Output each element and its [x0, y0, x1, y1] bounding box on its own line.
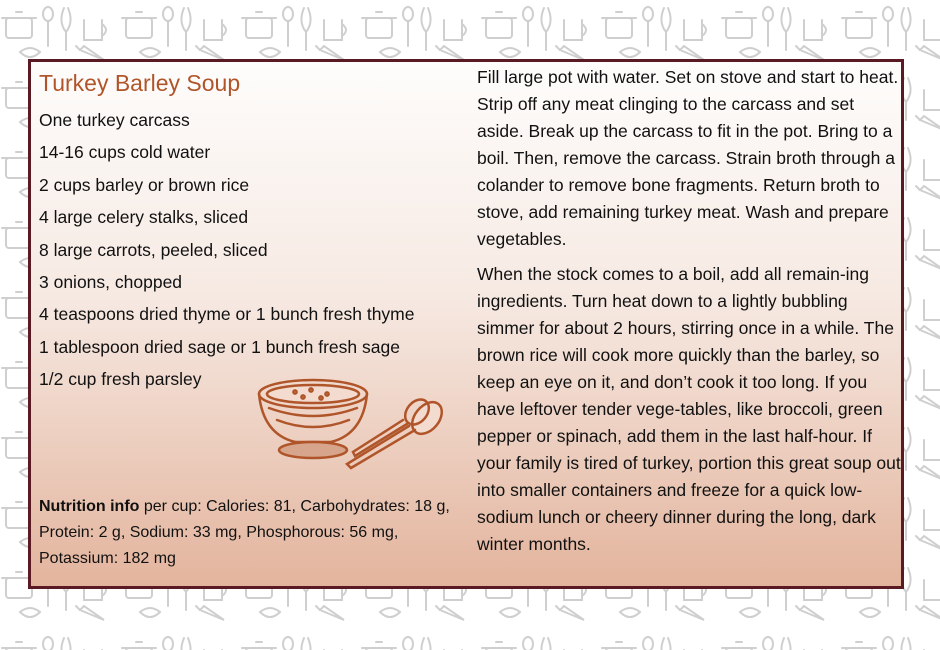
nutrition-info — [39, 494, 479, 572]
ingredient-item: 2 cups barley or brown rice — [39, 174, 250, 195]
direction-paragraph: Fill large pot with water. Set on stove and start to heat. Strip off any meat clinging to the carcass and set aside. Break up the carcass to fit in the pot. Bring to a boil. Then, remove the carcass. Strain broth through a colander to remove bone fragments. Return broth to stove, add remaining turkey meat. Wash and prepare vegetables. — [477, 67, 899, 249]
nutrition-text: per cup: Calories: 81, Carbohydrates: 18 g, Protein: 2 g, Sodium: 33 mg, Phosphorous: 56 mg, Potassium: 182 mg — [39, 498, 450, 567]
ingredient-item: 4 large celery stalks, sliced — [39, 207, 249, 228]
ingredient-item: 1/2 cup fresh parsley — [39, 369, 202, 390]
ingredient-item: 4 teaspoons dried thyme or 1 bunch fresh thyme — [39, 304, 415, 325]
nutrition-label: Nutrition info — [39, 498, 140, 515]
recipe-title: Turkey Barley Soup — [39, 70, 241, 96]
ingredient-item: 14-16 cups cold water — [39, 142, 211, 163]
direction-paragraph: When the stock comes to a boil, add all remain-ing ingredients. Turn heat down to a lightly bubbling simmer for about 2 hours, stirring once in a while. The brown rice will cook more quickly than the barley, so keep an eye on it, and don’t cook it too long. If you have leftover tender vege-tables, like broccoli, green pepper or spinach, add them in the last half-hour. If your family is tired of turkey, portion this great soup out into smaller containers and freeze for a quick low-sodium lunch or cheery dinner during the long, dark winter months. — [477, 264, 901, 554]
spoons-icon — [347, 395, 448, 468]
recipe-card — [28, 59, 904, 589]
ingredient-item: 3 onions, chopped — [39, 272, 183, 293]
soup-bowl-icon — [259, 380, 367, 458]
soup-bowl-illustration — [255, 372, 455, 482]
ingredient-item: One turkey carcass — [39, 110, 190, 130]
ingredient-list — [39, 104, 469, 396]
ingredient-item: 8 large carrots, peeled, sliced — [39, 239, 268, 260]
directions-column — [477, 64, 901, 566]
ingredients-column — [39, 66, 469, 396]
ingredient-item: 1 tablespoon dried sage or 1 bunch fresh sage — [39, 336, 400, 357]
